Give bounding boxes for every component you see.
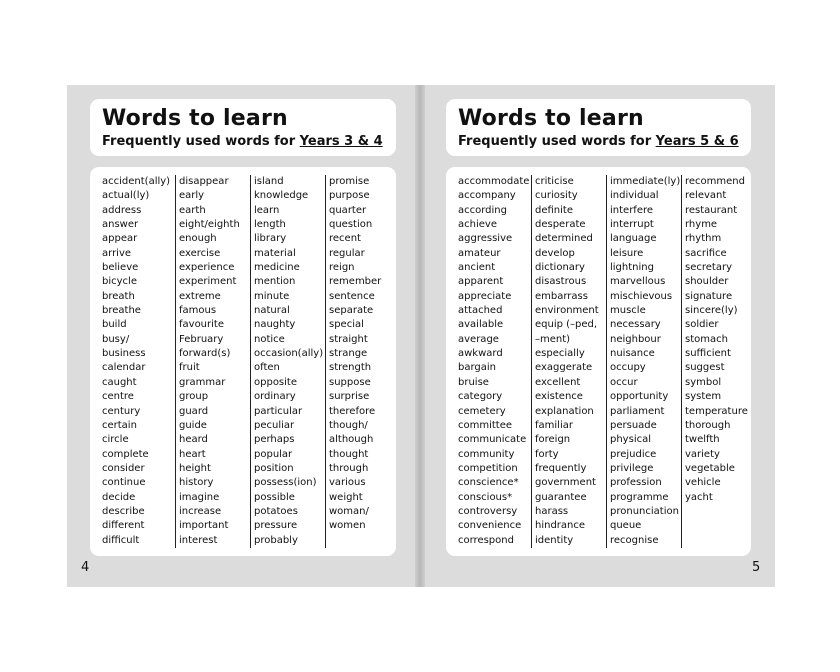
word-item: mischievous	[610, 290, 673, 302]
word-item: special	[329, 319, 364, 331]
word-item: suppose	[329, 376, 371, 388]
word-item: perhaps	[254, 434, 295, 446]
word-item: guarantee	[535, 491, 587, 503]
word-item: muscle	[610, 305, 646, 317]
word-item: women	[329, 520, 366, 532]
word-item: centre	[102, 391, 134, 403]
word-item: various	[329, 477, 366, 489]
word-item: although	[329, 434, 374, 446]
word-item: language	[610, 233, 657, 245]
word-column	[250, 175, 325, 548]
word-item: position	[254, 462, 294, 474]
subtitle-years: Years 5 & 6	[655, 134, 739, 149]
word-item: category	[458, 391, 503, 403]
word-item: excellent	[535, 376, 581, 388]
word-item: eight/eighth	[179, 219, 240, 231]
word-item: harass	[535, 505, 569, 517]
word-item: community	[458, 448, 515, 460]
word-item: sentence	[329, 290, 375, 302]
word-columns	[456, 175, 756, 548]
word-item: aggressive	[458, 233, 513, 245]
word-item: natural	[254, 305, 290, 317]
word-item: continue	[102, 477, 146, 489]
word-item: possible	[254, 491, 295, 503]
word-item: individual	[610, 190, 659, 202]
left-page	[67, 85, 419, 587]
word-item: recent	[329, 233, 361, 245]
word-item: calendar	[102, 362, 146, 374]
word-item: breathe	[102, 305, 141, 317]
word-item: experiment	[179, 276, 237, 288]
word-item: address	[102, 204, 142, 216]
word-item: fruit	[179, 362, 200, 374]
word-item: knowledge	[254, 190, 309, 202]
word-item: especially	[535, 348, 585, 360]
word-item: different	[102, 520, 145, 532]
word-item: conscience*	[458, 477, 519, 489]
word-item: soldier	[685, 319, 719, 331]
word-item: –ment)	[535, 333, 571, 345]
word-item: experience	[179, 262, 235, 274]
word-item: embarrass	[535, 290, 588, 302]
word-item: length	[254, 219, 286, 231]
word-item: desperate	[535, 219, 586, 231]
page-subtitle	[458, 134, 739, 149]
word-item: equip (–ped,	[535, 319, 598, 331]
word-item: exercise	[179, 247, 221, 259]
word-item: government	[535, 477, 596, 489]
word-item: guide	[179, 419, 207, 431]
word-item: definite	[535, 204, 573, 216]
word-list-panel	[90, 167, 396, 556]
word-item: regular	[329, 247, 365, 259]
word-item: occur	[610, 376, 638, 388]
word-item: describe	[102, 505, 145, 517]
word-item: ordinary	[254, 391, 296, 403]
word-item: achieve	[458, 219, 497, 231]
word-item: privilege	[610, 462, 654, 474]
title-panel	[90, 99, 396, 156]
word-item: bicycle	[102, 276, 137, 288]
word-item: relevant	[685, 190, 727, 202]
word-item: available	[458, 319, 504, 331]
word-item: extreme	[179, 290, 221, 302]
word-item: leisure	[610, 247, 644, 259]
word-item: quarter	[329, 204, 367, 216]
word-item: cemetery	[458, 405, 506, 417]
word-item: curiosity	[535, 190, 578, 202]
word-item: identity	[535, 534, 574, 546]
word-item: apparent	[458, 276, 504, 288]
word-item: early	[179, 190, 205, 202]
word-item: heart	[179, 448, 206, 460]
word-item: frequently	[535, 462, 587, 474]
word-item: forty	[535, 448, 559, 460]
word-item: prejudice	[610, 448, 657, 460]
word-item: disastrous	[535, 276, 587, 288]
word-column	[175, 175, 250, 548]
word-item: signature	[685, 290, 733, 302]
word-item: possess(ion)	[254, 477, 317, 489]
word-item: yacht	[685, 491, 713, 503]
word-item: through	[329, 462, 369, 474]
book-spread	[67, 85, 774, 587]
page-title: Words to learn	[102, 106, 288, 131]
word-item: criticise	[535, 176, 574, 187]
word-item: promise	[329, 176, 370, 187]
word-item: interfere	[610, 204, 654, 216]
word-item: according	[458, 204, 507, 216]
word-column	[456, 175, 531, 548]
word-item: appear	[102, 233, 138, 245]
page-title: Words to learn	[458, 106, 644, 131]
word-item: conscious*	[458, 491, 513, 503]
word-item: probably	[254, 534, 298, 546]
word-column	[606, 175, 681, 548]
word-item: familiar	[535, 419, 573, 431]
word-item: secretary	[685, 262, 732, 274]
word-item: recognise	[610, 534, 659, 546]
word-item: decide	[102, 491, 136, 503]
word-item: suggest	[685, 362, 725, 374]
word-item: enough	[179, 233, 217, 245]
word-item: circle	[102, 434, 129, 446]
word-column	[531, 175, 606, 548]
word-item: believe	[102, 262, 139, 274]
word-item: opportunity	[610, 391, 669, 403]
word-item: foreign	[535, 434, 571, 446]
word-item: accompany	[458, 190, 516, 202]
page-number: 5	[752, 560, 761, 575]
word-item: vegetable	[685, 462, 735, 474]
word-item: disappear	[179, 176, 229, 187]
title-panel	[446, 99, 751, 156]
subtitle-years: Years 3 & 4	[299, 134, 383, 149]
word-list-panel	[446, 167, 751, 556]
word-column	[100, 175, 175, 548]
word-item: vehicle	[685, 477, 721, 489]
word-item: important	[179, 520, 229, 532]
word-item: communicate	[458, 434, 527, 446]
word-item: recommend	[685, 176, 745, 187]
word-item: rhythm	[685, 233, 722, 245]
word-item: opposite	[254, 376, 297, 388]
word-item: favourite	[179, 319, 224, 331]
word-item: develop	[535, 247, 575, 259]
word-item: reign	[329, 262, 355, 274]
word-item: restaurant	[685, 204, 738, 216]
word-item: increase	[179, 505, 222, 517]
word-item: particular	[254, 405, 303, 417]
word-item: heard	[179, 434, 208, 446]
word-item: minute	[254, 290, 290, 302]
word-item: hindrance	[535, 520, 586, 532]
word-item: determined	[535, 233, 593, 245]
word-item: caught	[102, 376, 137, 388]
word-item: remember	[329, 276, 382, 288]
word-item: accident(ally)	[102, 176, 171, 187]
word-column	[325, 175, 400, 548]
word-item: February	[179, 333, 224, 345]
word-item: profession	[610, 477, 662, 489]
word-item: necessary	[610, 319, 661, 331]
word-item: century	[102, 405, 141, 417]
word-item: parliament	[610, 405, 665, 417]
word-item: immediate(ly)	[610, 176, 681, 187]
word-item: actual(ly)	[102, 190, 150, 202]
word-item: bargain	[458, 362, 497, 374]
word-item: variety	[685, 448, 720, 460]
word-item: accommodate	[458, 176, 530, 187]
word-item: guard	[179, 405, 209, 417]
word-item: interest	[179, 534, 218, 546]
word-item: material	[254, 247, 296, 259]
word-item: group	[179, 391, 209, 403]
word-item: system	[685, 391, 722, 403]
word-item: answer	[102, 219, 139, 231]
word-item: forward(s)	[179, 348, 231, 360]
word-item: busy/	[102, 333, 130, 345]
word-item: consider	[102, 462, 145, 474]
word-item: imagine	[179, 491, 220, 503]
word-item: potatoes	[254, 505, 298, 517]
word-item: certain	[102, 419, 137, 431]
word-item: correspond	[458, 534, 514, 546]
word-item: therefore	[329, 405, 376, 417]
word-item: though/	[329, 419, 368, 431]
word-item: weight	[329, 491, 363, 503]
word-item: pronunciation	[610, 505, 679, 517]
word-item: height	[179, 462, 211, 474]
word-item: breath	[102, 290, 135, 302]
word-item: persuade	[610, 419, 657, 431]
word-item: straight	[329, 333, 368, 345]
word-item: queue	[610, 520, 642, 532]
word-item: sacrifice	[685, 247, 727, 259]
word-item: separate	[329, 305, 374, 317]
word-item: difficult	[102, 534, 140, 546]
word-item: often	[254, 362, 280, 374]
word-item: amateur	[458, 247, 501, 259]
word-item: history	[179, 477, 214, 489]
word-item: sufficient	[685, 348, 731, 360]
word-item: programme	[610, 491, 669, 503]
word-item: marvellous	[610, 276, 666, 288]
word-item: medicine	[254, 262, 300, 274]
word-item: awkward	[458, 348, 503, 360]
word-item: convenience	[458, 520, 522, 532]
word-column	[681, 175, 756, 548]
subtitle-prefix: Frequently used words for	[458, 134, 656, 149]
word-item: dictionary	[535, 262, 585, 274]
word-columns	[100, 175, 400, 548]
word-item: average	[458, 333, 499, 345]
word-item: naughty	[254, 319, 296, 331]
word-item: thorough	[685, 419, 731, 431]
word-item: complete	[102, 448, 149, 460]
book-gutter	[415, 85, 425, 587]
word-item: bruise	[458, 376, 489, 388]
page-subtitle	[102, 134, 383, 149]
word-item: earth	[179, 204, 206, 216]
word-item: physical	[610, 434, 651, 446]
right-page	[419, 85, 775, 587]
word-item: learn	[254, 204, 280, 216]
word-item: symbol	[685, 376, 722, 388]
word-item: competition	[458, 462, 518, 474]
word-item: twelfth	[685, 434, 720, 446]
word-item: surprise	[329, 391, 370, 403]
word-item: lightning	[610, 262, 654, 274]
word-item: sincere(ly)	[685, 305, 738, 317]
word-item: popular	[254, 448, 293, 460]
word-item: occasion(ally)	[254, 348, 324, 360]
word-item: grammar	[179, 376, 226, 388]
word-item: pressure	[254, 520, 298, 532]
word-item: neighbour	[610, 333, 661, 345]
subtitle-prefix: Frequently used words for	[102, 134, 300, 149]
word-item: ancient	[458, 262, 496, 274]
word-item: temperature	[685, 405, 748, 417]
word-item: mention	[254, 276, 296, 288]
word-item: appreciate	[458, 290, 512, 302]
word-item: strength	[329, 362, 372, 374]
word-item: business	[102, 348, 146, 360]
word-item: committee	[458, 419, 513, 431]
word-item: build	[102, 319, 127, 331]
word-item: exaggerate	[535, 362, 593, 374]
word-item: notice	[254, 333, 285, 345]
word-item: attached	[458, 305, 503, 317]
word-item: question	[329, 219, 373, 231]
word-item: island	[254, 176, 284, 187]
word-item: library	[254, 233, 287, 245]
word-item: stomach	[685, 333, 728, 345]
page-number: 4	[81, 560, 90, 575]
word-item: thought	[329, 448, 369, 460]
word-item: peculiar	[254, 419, 295, 431]
word-item: environment	[535, 305, 599, 317]
word-item: rhyme	[685, 219, 718, 231]
word-item: interrupt	[610, 219, 654, 231]
word-item: woman/	[329, 505, 369, 517]
word-item: existence	[535, 391, 583, 403]
word-item: occupy	[610, 362, 646, 374]
word-item: explanation	[535, 405, 594, 417]
word-item: purpose	[329, 190, 370, 202]
word-item: famous	[179, 305, 217, 317]
word-item: nuisance	[610, 348, 655, 360]
word-item: controversy	[458, 505, 518, 517]
word-item: arrive	[102, 247, 132, 259]
word-item: shoulder	[685, 276, 729, 288]
word-item: strange	[329, 348, 368, 360]
